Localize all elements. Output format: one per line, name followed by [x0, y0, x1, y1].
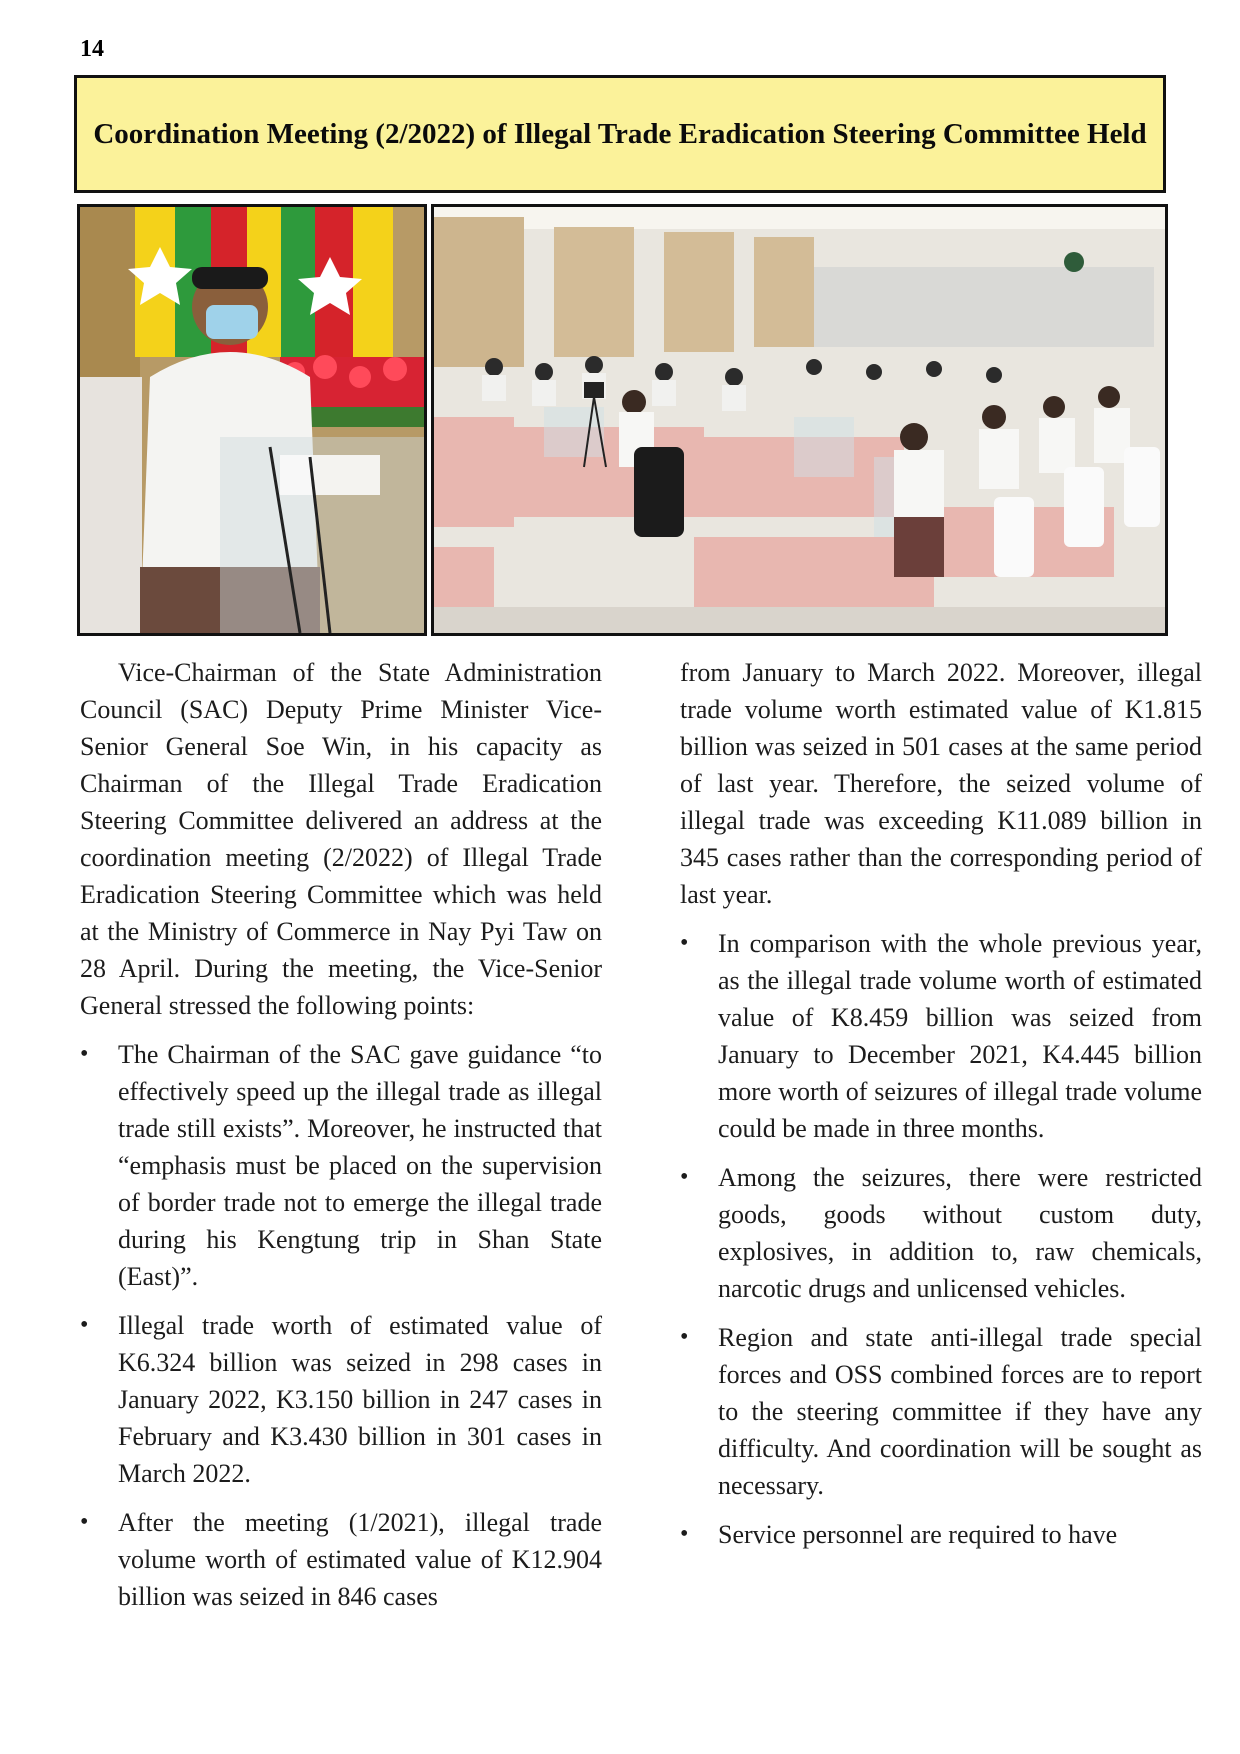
list-item-continuation: from January to March 2022. Moreover, illegal trade volume worth estimated value of K1.815 billion was seized in 501 cases at the same period of last year. Therefore, the seized volume of illegal trade was exceeding K11.089 billion in 345 cases rather than the corresponding period of last year.: [680, 658, 1202, 909]
list-item: • Service personnel are required to have: [680, 1516, 1202, 1553]
photo-speaker-at-podium: [77, 204, 427, 636]
speaker-photo-illustration: [80, 207, 424, 633]
article-column-right: [680, 654, 1202, 1565]
meeting-hall-illustration: [434, 207, 1165, 633]
list-item: • Region and state anti-illegal trade special forces and OSS combined forces are to report to the steering committee if they have any difficulty. And coordination will be sought as necessary.: [680, 1319, 1202, 1504]
intro-paragraph: Vice-Chairman of the State Administration Council (SAC) Deputy Prime Minister Vice-Senior General Soe Win, in his capacity as Chairman of the Illegal Trade Eradication Steering Committee delivered an address at the coordination meeting (2/2022) of Illegal Trade Eradication Steering Committee which was held at the Ministry of Commerce in Nay Pyi Taw on 28 April. During the meeting, the Vice-Senior General stressed the following points:: [80, 658, 602, 1020]
list-item: • The Chairman of the SAC gave guidance “to effectively speed up the illegal trade as illegal trade still exists”. Moreover, he instructed that “emphasis must be placed on the supervision of border trade not to emerge the illegal trade during his Kengtung trip in Shan State (East)”.: [80, 1036, 602, 1295]
list-item: • After the meeting (1/2021), illegal trade volume worth of estimated value of K12.904 billion was seized in 846 cases: [80, 1504, 602, 1615]
headline-box: [74, 75, 1166, 193]
page-number: 14: [80, 36, 104, 62]
list-item: • Illegal trade worth of estimated value of K6.324 billion was seized in 298 cases in January 2022, K3.150 billion in 247 cases in February and K3.430 billion in 301 cases in March 2022.: [80, 1307, 602, 1492]
headline: Coordination Meeting (2/2022) of Illegal Trade Eradication Steering Committee Held: [93, 118, 1147, 150]
article-column-left: [80, 654, 602, 1627]
bullet-list-left: [80, 1036, 602, 1615]
list-item: • Among the seizures, there were restricted goods, goods without custom duty, explosives, in addition to, raw chemicals, narcotic drugs and unlicensed vehicles.: [680, 1159, 1202, 1307]
bullet-list-right: [680, 654, 1202, 1553]
photo-meeting-hall: [431, 204, 1168, 636]
list-item: • In comparison with the whole previous year, as the illegal trade volume worth of estimated value of K8.459 billion was seized from January to December 2021, K4.445 billion more worth of seizures of illegal trade volume could be made in three months.: [680, 925, 1202, 1147]
